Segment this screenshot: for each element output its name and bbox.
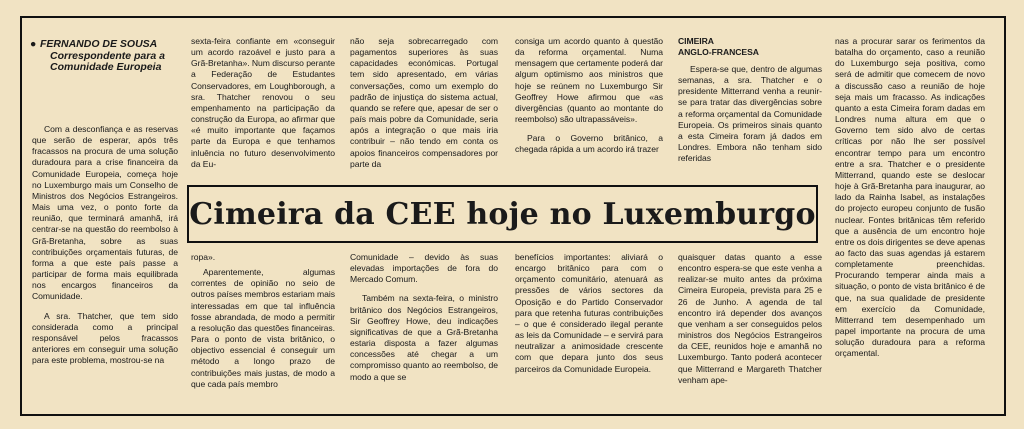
paragraph: Com a desconfiança e as reservas que serão de esperar, após três fracassos na procura de uma solução duradoura para a crise financeira da Comunidade Europeia, começa hoje no Luxemburgo mais um Conselho de Ministros dos Negócios Estrangeiros. Mais uma vez, o ponto forte da reunião, que terminará amanhã, irá centrar-se na questão do reembolso à Grã-Bretanha, sobre as suas contribuições orçamentais futuras, de forma a que este país passe a participar de forma mais equilibrada nos encargos financeiros da Comunidade.: [32, 124, 178, 302]
headline: Cimeira da CEE hoje no Luxemburgo: [189, 196, 816, 232]
paragraph: nas a procurar sarar os ferimentos da batalha do orçamento, caso a reunião do Luxemburgo seja positiva, como será de admitir que comecem de novo a discussão caso a reunião de hoje seja mais um fracasso. As indicações quanto a esta Cimeira foram dadas em Londres numa altura em que o Governo tem sido alvo de certas críticas por não lhe ser possível encontrar tempo para um encontro entre a sra. Thatcher e o presidente Mitterrand, quando este se deslocar hoje à Grã-Bretanha para inaugurar, ao lado da Rainha Isabel, as instalações do projecto europeu conjunto de fusão nuclear. Fontes britânicas têm referido que a ausência de um encontro hoje entre os dois dirigentes se deve apenas ao facto das suas agendas já estarem completamente preenchidas. Procurando temperar ainda mais a situação, o ponto de vista britânico é de que, na sua qualidade de presidente em exercício da Comunidade, Mitterrand tem desempenhado um papel importante na procura de uma solução duradoura para a reforma orçamental.: [835, 36, 985, 359]
headline-box: [187, 185, 818, 243]
paragraph: quaisquer datas quanto a esse encontro espera-se que este venha a realizar-se muito antes da próxima Cimeira Europeia, prevista para 25 e 26 de Junho. A agenda de tal encontro irá depender dos avanços que venham a ser conseguidos pelos ministros dos Negócios Estrangeiros da CEE, reunidos hoje e amanhã no Luxemburgo. Tanto poderá acontecer que Mitterrand e Margareth Thatcher venham ape-: [678, 252, 822, 385]
paragraph: Comunidade – devido às suas elevadas importações de fora do Mercado Comum.: [350, 252, 498, 285]
byline-role: Correspondente para a Comunidade Europeia: [50, 49, 165, 73]
paragraph: A sra. Thatcher, que tem sido considerada como a principal responsável pelos fracassos anteriores em conseguir uma solução para este problema, mostrou-se na: [32, 310, 178, 366]
paragraph: sexta-feira confiante em «conseguir um acordo razoável e justo para a Grã-Bretanha». Num discurso perante a Federação de Estudantes Conservadores, em Loughborough, a sra. Thatcher renovou o seu empenhamento na participação da construção da Europa, ao afirmar que «é muito importante que façamos parte da Europa e que tenhamos inluência no futuro desenvolvimento da Eu-: [191, 36, 335, 169]
paragraph: ropa».: [191, 252, 216, 262]
paragraph: consiga um acordo quanto à questão da reforma orçamental. Numa mensagem que certamente poderá dar algum optimismo aos ministros que hoje se reúnem no Luxemburgo Sir Geoffrey Howe afirmou que «as divergências (quanto ao montante do reembolso) são ultrapassáveis».: [515, 36, 663, 125]
column-4-bottom: [515, 252, 663, 396]
column-4-top: [515, 36, 663, 179]
column-2-top: [191, 36, 335, 179]
byline: [30, 38, 180, 74]
column-3-bottom: [350, 252, 498, 396]
paragraph: Também na sexta-feira, o ministro britânico dos Negócios Estrangeiros, Sir Geoffrey Howe, deu indicações significativas de que a Grã-Bretanha estaria disposta a fazer algumas concessões até chegar a um compromisso quanto ao reembolso, de modo a que se: [350, 293, 498, 382]
column-3-top: [350, 36, 498, 179]
column-1: [32, 124, 178, 412]
column-5-bottom: [678, 252, 822, 396]
paragraph: Aparentemente, algumas correntes de opinião no seio de outros países membros estariam mais interessadas em que tal influência fosse abrandada, de modo a permitir a resolução das questões financeiras. Para o ponto de vista britânico, o objectivo essencial é conseguir um método a longo prazo de contribuições mais justas, de modo a que cada país membro: [191, 267, 335, 389]
bullet-icon: ●: [30, 38, 37, 50]
paragraph: benefícios importantes: aliviará o encargo britânico para com o orçamento comunitário, atenuará as pressões de vários sectores da Oposição e do Partido Conservador para que retenha futuras contribuições – o que é considerado ilegal perante as leis da Comunidade – e servirá para neutralizar a animosidade crescente com que depara junto dos seus parceiros da Comunidade Europeia.: [515, 252, 663, 374]
column-6: [835, 36, 985, 394]
paragraph: Espera-se que, dentro de algumas semanas, a sra. Thatcher e o presidente Mitterrand venha a reunir-se para tratar das divergências sobre a reforma orçamental da Comunidade Europeia. Os primeiros sinais quanto a esta Cimeira foram já dados em Londres. Embora não tenham sido referidas: [678, 64, 822, 164]
paragraph: Para o Governo britânico, a chegada rápida a um acordo irá trazer: [515, 133, 663, 155]
column-2-bottom: [191, 252, 335, 396]
byline-name: FERNANDO DE SOUSA: [40, 38, 158, 50]
paragraph: não seja sobrecarregado com pagamentos superiores às suas capacidades económicas. Portugal tem sido apresentado, em várias conversações, como um exemplo do padrão de injustiça do sistema actual, quando se refere que, apesar de ser o país mais pobre da Comunidade, seria após a integração o que mais iria contribuir – não tendo em conta os apoios financeiros compensadores por parte da: [350, 36, 498, 169]
subhead: CIMEIRA: [678, 36, 714, 46]
subhead: ANGLO-FRANCESA: [678, 47, 759, 57]
column-5-top: [678, 36, 822, 179]
